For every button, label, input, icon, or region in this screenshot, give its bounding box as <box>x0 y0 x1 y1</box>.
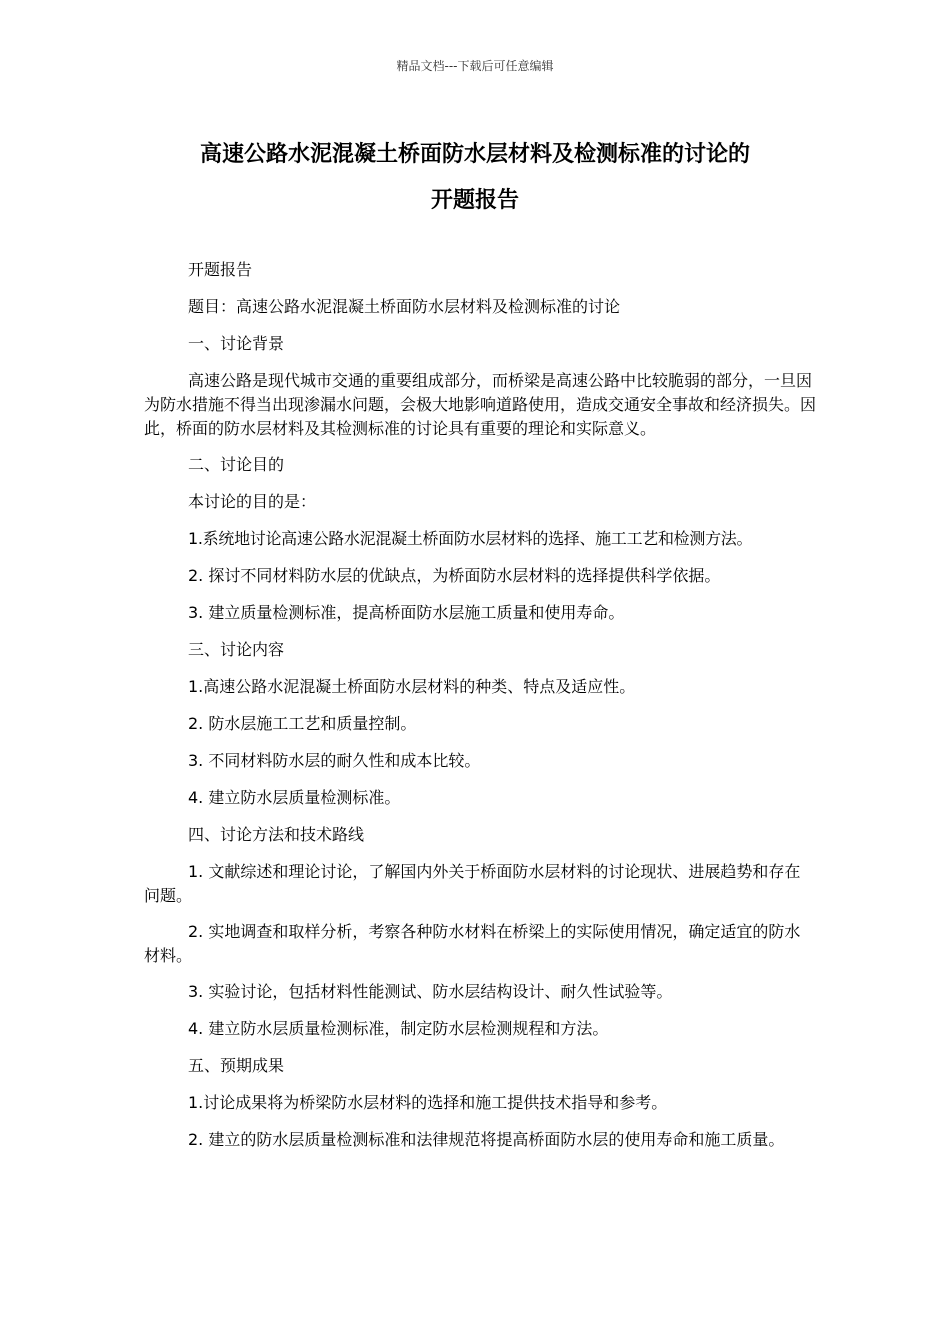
section-heading-results: 五、预期成果 <box>188 1056 285 1075</box>
paragraph-background: 高速公路是现代城市交通的重要组成部分，而桥梁是高速公路中比较脆弱的部分，一旦因为防水措施不得当出现渗漏水问题，会极大地影响道路使用，造成交通安全事故和经济损失。因此，桥面的防水层材料及其检测标准的讨论具有重要的理论和实际意义。 <box>144 371 817 438</box>
section-heading-method: 四、讨论方法和技术路线 <box>188 825 365 844</box>
purpose-item-1: 1.系统地讨论高速公路水泥混凝土桥面防水层材料的选择、施工工艺和检测方法。 <box>188 529 753 548</box>
section-heading-content: 三、讨论内容 <box>188 640 285 659</box>
paragraph-purpose-intro: 本讨论的目的是： <box>188 492 317 511</box>
method-item-2: 2. 实地调查和取样分析，考察各种防水材料在桥梁上的实际使用情况，确定适宜的防水材料。 <box>144 922 801 965</box>
method-item-4: 4. 建立防水层质量检测标准，制定防水层检测规程和方法。 <box>188 1019 609 1038</box>
method-item-3: 3. 实验讨论，包括材料性能测试、防水层结构设计、耐久性试验等。 <box>188 982 673 1001</box>
content-item-2: 2. 防水层施工工艺和质量控制。 <box>188 714 417 733</box>
method-item-1: 1. 文献综述和理论讨论，了解国内外关于桥面防水层材料的讨论现状、进展趋势和存在问题。 <box>144 862 801 905</box>
paragraph-report-label: 开题报告 <box>188 260 253 279</box>
document-body <box>144 258 816 1164</box>
content-item-4: 4. 建立防水层质量检测标准。 <box>188 788 401 807</box>
section-heading-background: 一、讨论背景 <box>188 334 285 353</box>
content-item-3: 3. 不同材料防水层的耐久性和成本比较。 <box>188 751 481 770</box>
purpose-item-2: 2. 探讨不同材料防水层的优缺点，为桥面防水层材料的选择提供科学依据。 <box>188 566 721 585</box>
header-note: 精品文档---下载后可任意编辑 <box>396 59 554 73</box>
results-item-1: 1.讨论成果将为桥梁防水层材料的选择和施工提供技术指导和参考。 <box>188 1093 668 1112</box>
content-item-1: 1.高速公路水泥混凝土桥面防水层材料的种类、特点及适应性。 <box>188 677 636 696</box>
section-heading-purpose: 二、讨论目的 <box>188 455 285 474</box>
title-line-2: 开题报告 <box>430 188 519 213</box>
title-line-1: 高速公路水泥混凝土桥面防水层材料及检测标准的讨论的 <box>199 142 750 167</box>
paragraph-topic: 题目：高速公路水泥混凝土桥面防水层材料及检测标准的讨论 <box>188 297 621 316</box>
purpose-item-3: 3. 建立质量检测标准，提高桥面防水层施工质量和使用寿命。 <box>188 603 625 622</box>
results-item-2: 2. 建立的防水层质量检测标准和法律规范将提高桥面防水层的使用寿命和施工质量。 <box>188 1130 785 1149</box>
document-title <box>120 132 830 224</box>
